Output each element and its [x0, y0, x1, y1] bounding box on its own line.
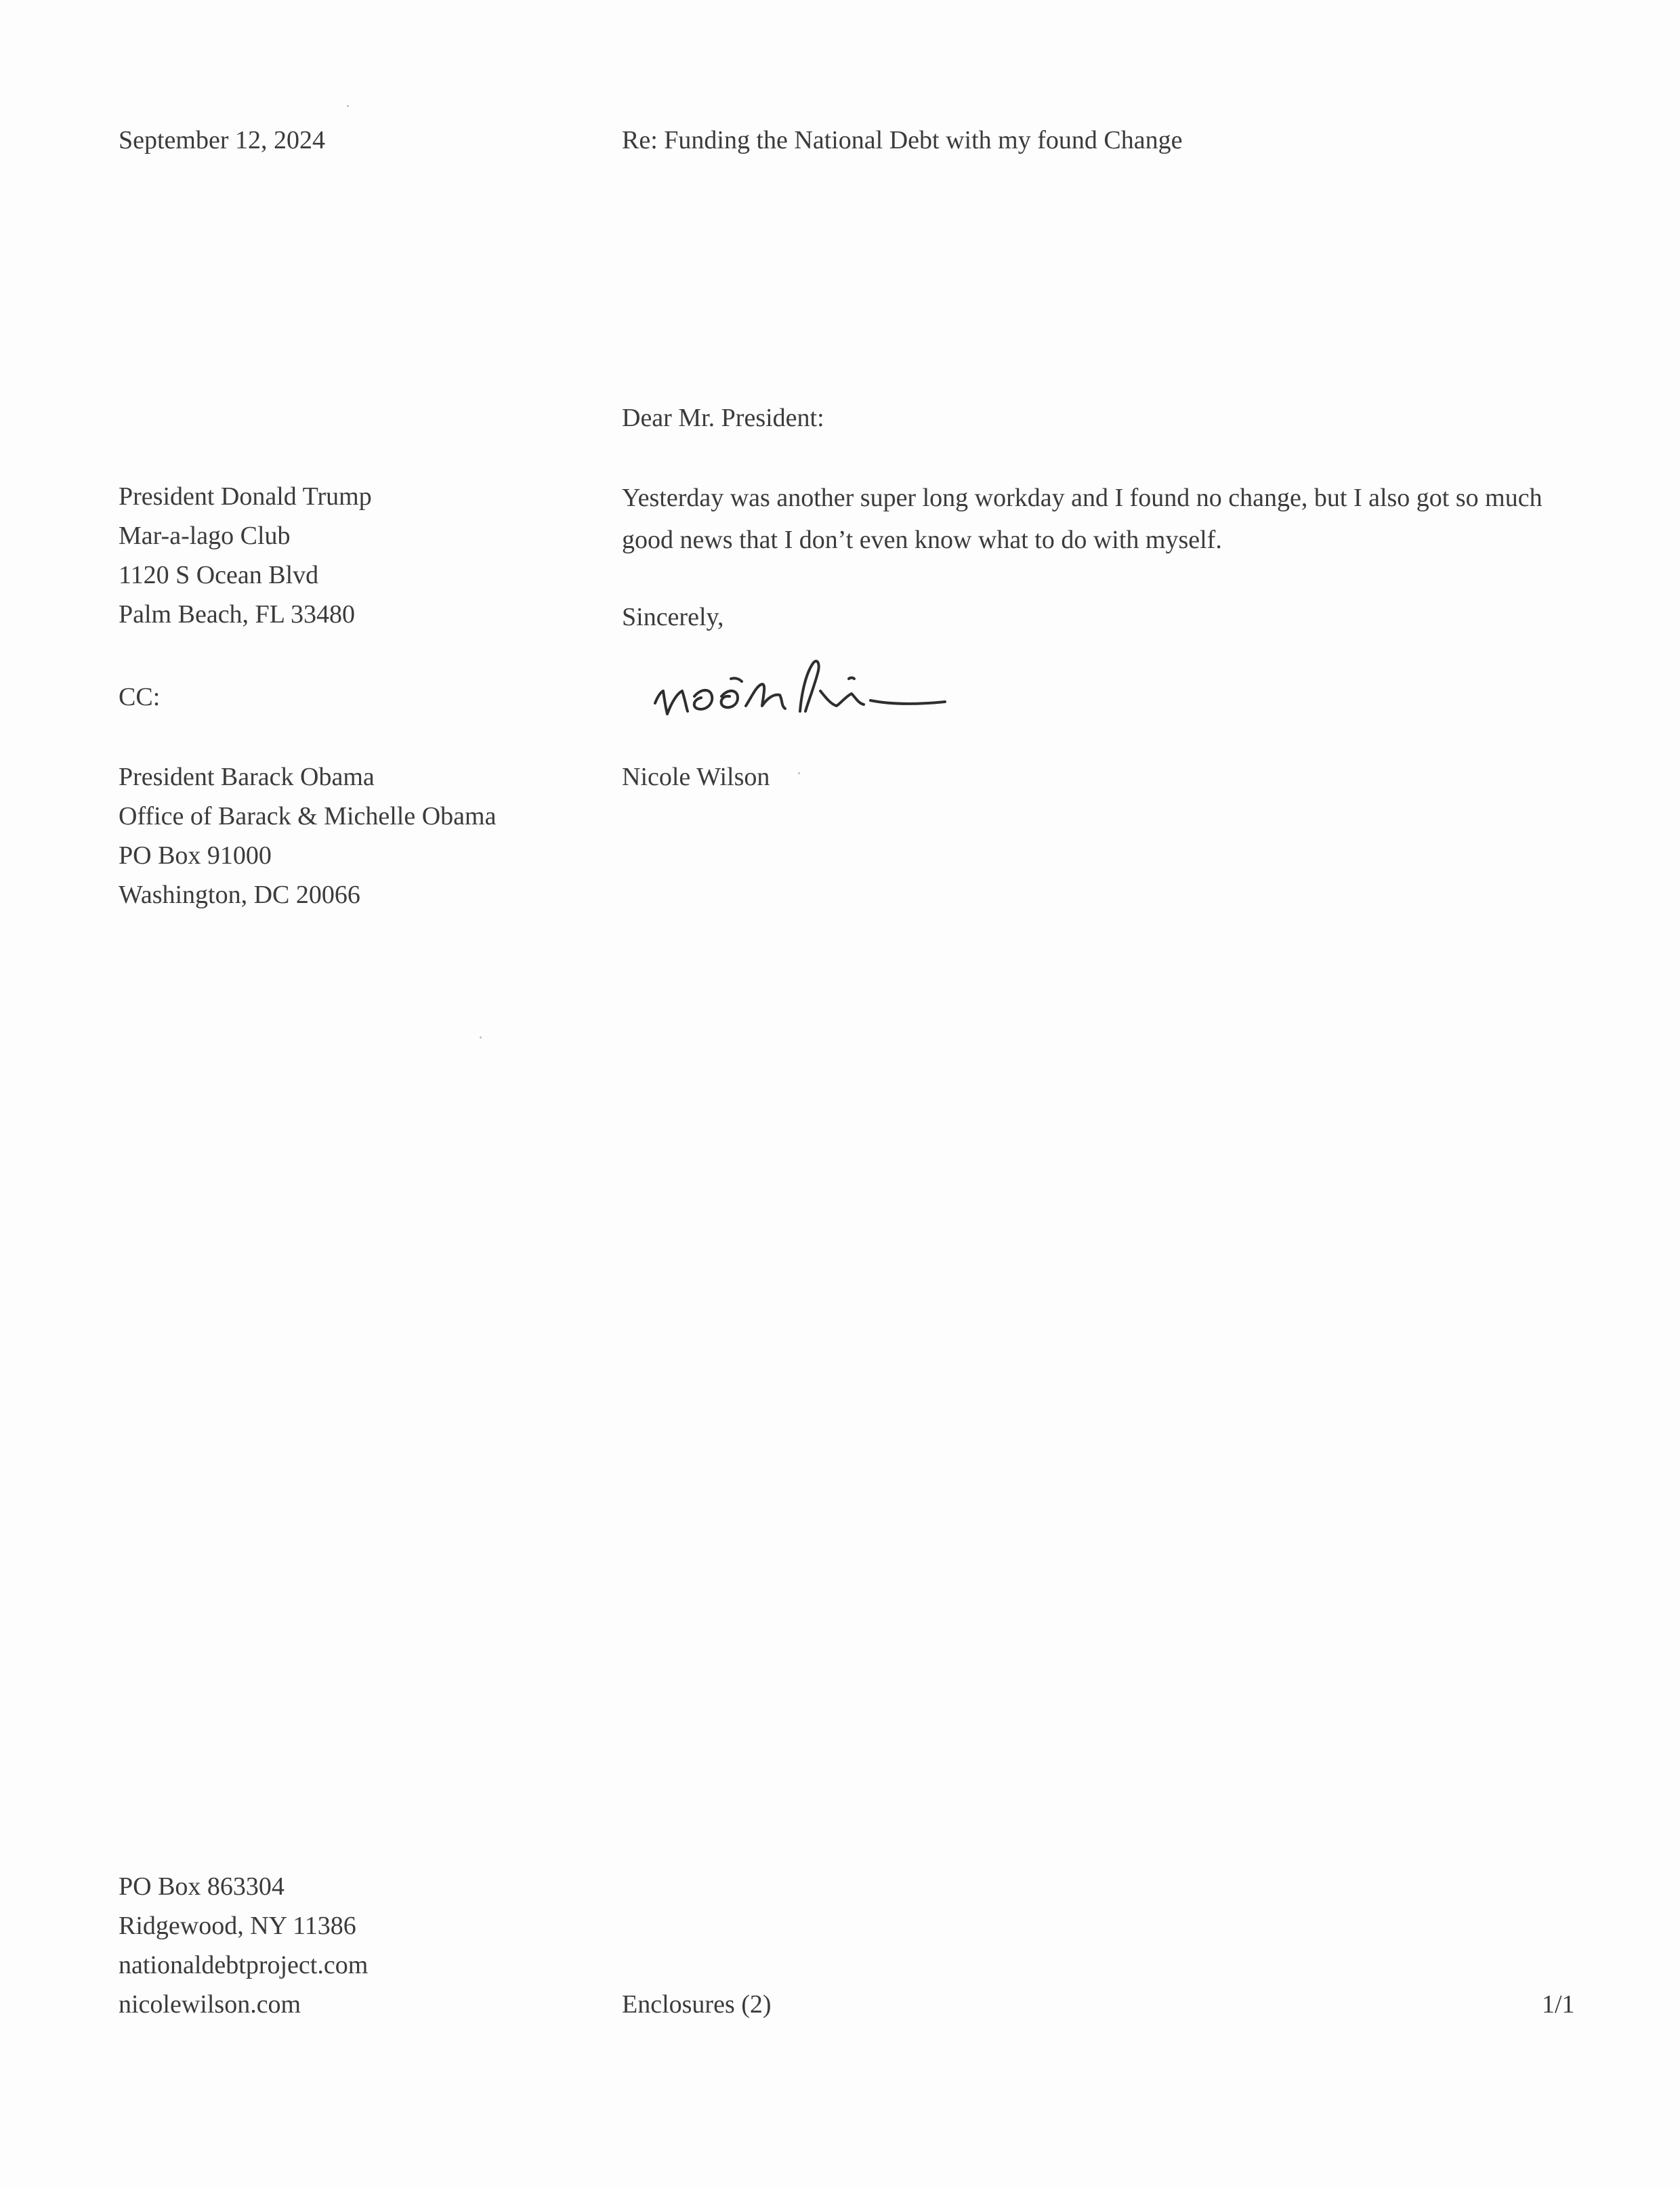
scan-speck [480, 1036, 482, 1038]
enclosures-note: Enclosures (2) [622, 1990, 772, 2019]
cc-line: Washington, DC 20066 [119, 881, 360, 909]
scan-speck [347, 105, 349, 107]
letter-subject: Re: Funding the National Debt with my found Change [622, 126, 1183, 154]
recipient-line: 1120 S Ocean Blvd [119, 561, 319, 589]
cc-address [119, 757, 496, 914]
footer-line: nicolewilson.com [119, 1990, 301, 2019]
recipient-line: Mar-a-lago Club [119, 522, 291, 550]
cc-line: PO Box 91000 [119, 841, 272, 870]
closing: Sincerely, [622, 603, 724, 631]
recipient-line: Palm Beach, FL 33480 [119, 600, 355, 629]
cc-line: Office of Barack & Michelle Obama [119, 802, 497, 830]
recipient-line: President Donald Trump [119, 482, 372, 511]
cc-label: CC: [119, 683, 161, 711]
letter-date: September 12, 2024 [119, 126, 326, 154]
sender-footer [119, 1867, 368, 2024]
footer-line: nationaldebtproject.com [119, 1951, 369, 1979]
cc-line: President Barack Obama [119, 763, 375, 791]
footer-line: Ridgewood, NY 11386 [119, 1912, 356, 1940]
handwritten-signature [647, 644, 972, 732]
page-number: 1/1 [1542, 1990, 1575, 2019]
signer-name: Nicole Wilson [622, 763, 770, 791]
recipient-address [119, 477, 372, 634]
footer-line: PO Box 863304 [119, 1872, 285, 1901]
letter-body: Yesterday was another super long workday and I found no change, but I also got so much good news that I don’t even know what to do with myself. [622, 484, 1542, 554]
scan-speck [798, 772, 800, 774]
salutation: Dear Mr. President: [622, 404, 824, 432]
